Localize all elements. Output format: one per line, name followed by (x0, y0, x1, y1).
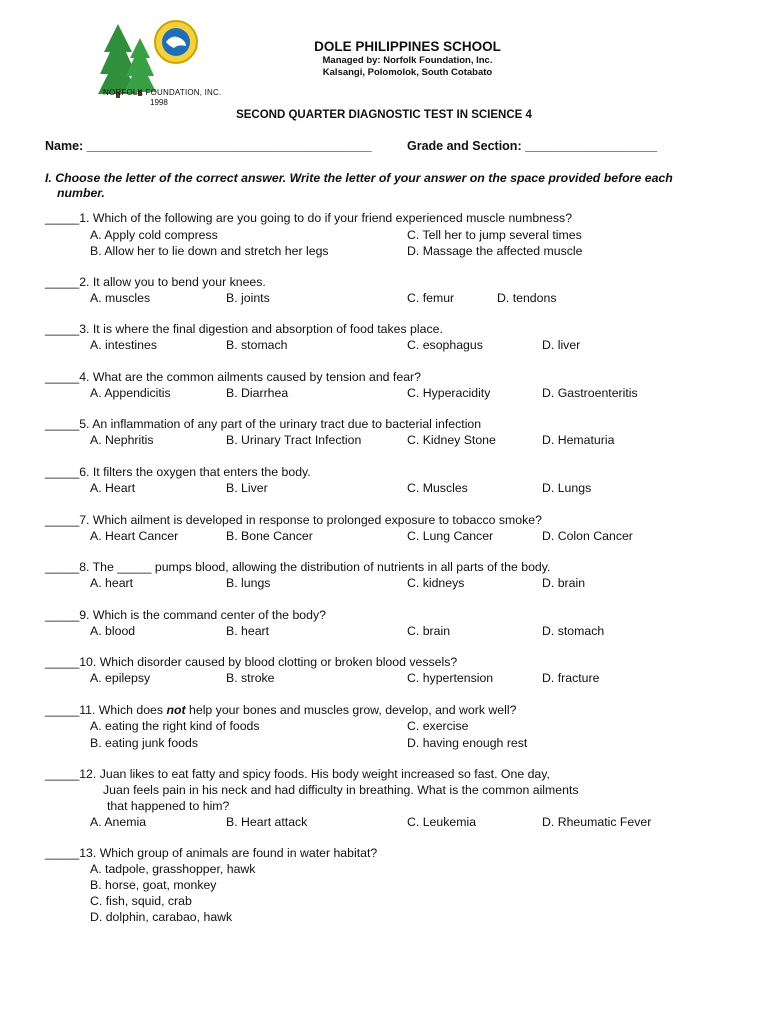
option: C. Kidney Stone (407, 433, 496, 447)
question-3: _____3. It is where the final digestion and absorption of food takes place. (45, 322, 443, 336)
option: B. stroke (226, 671, 275, 685)
option: C. Leukemia (407, 815, 477, 829)
question-5: _____5. An inflammation of any part of the urinary tract due to bacterial infection (45, 417, 482, 431)
option: B. Bone Cancer (226, 529, 313, 543)
option: D. Massage the affected muscle (407, 244, 583, 258)
name-field[interactable]: Name: _________________________________________ (45, 139, 372, 153)
option: B. heart (226, 624, 270, 638)
option: D. Lungs (542, 481, 592, 495)
logo-caption: NORFOLK FOUNDATION, INC. (103, 88, 222, 97)
option: A. heart (90, 576, 134, 590)
option: C. exercise (407, 719, 469, 733)
option: D. brain (542, 576, 586, 590)
option: A. muscles (90, 291, 151, 305)
option: D. Gastroenteritis (542, 386, 638, 400)
question-1: _____1. Which of the following are you going to do if your friend experienced muscle numbness? (45, 211, 573, 225)
option: D. dolphin, carabao, hawk (90, 910, 233, 924)
option: A. Anemia (90, 815, 147, 829)
question-8: _____8. The _____ pumps blood, allowing the distribution of nutrients in all parts of the body. (45, 560, 551, 574)
question-11 (45, 703, 516, 717)
option: B. horse, goat, monkey (90, 878, 217, 892)
option: C. kidneys (407, 576, 465, 590)
option: A. Nephritis (90, 433, 154, 447)
option: C. Muscles (407, 481, 468, 495)
option: B. Heart attack (226, 815, 308, 829)
grade-section-field[interactable]: Grade and Section: ___________________ (407, 139, 658, 153)
option: B. eating junk foods (90, 736, 199, 750)
option: B. Liver (226, 481, 268, 495)
option: B. lungs (226, 576, 271, 590)
option: A. Heart (90, 481, 136, 495)
option: C. Tell her to jump several times (407, 228, 582, 242)
question-13: _____13. Which group of animals are found in water habitat? (45, 846, 378, 860)
option: C. femur (407, 291, 455, 305)
option: B. stomach (226, 338, 288, 352)
option: A. tadpole, grasshopper, hawk (90, 862, 256, 876)
option: A. Heart Cancer (90, 529, 179, 543)
option: C. esophagus (407, 338, 483, 352)
option: D. having enough rest (407, 736, 528, 750)
question-11-pre: _____11. Which does (45, 703, 167, 717)
option: A. Apply cold compress (90, 228, 218, 242)
managed-by: Managed by: Norfolk Foundation, Inc. (322, 55, 493, 66)
question-10: _____10. Which disorder caused by blood clotting or broken blood vessels? (45, 655, 458, 669)
question-9: _____9. Which is the command center of the body? (45, 608, 326, 622)
question-11-post: help your bones and muscles grow, develop, and work well? (185, 703, 517, 717)
option: A. Appendicitis (90, 386, 171, 400)
question-4: _____4. What are the common ailments caused by tension and fear? (45, 370, 421, 384)
option: A. intestines (90, 338, 157, 352)
option: D. Hematuria (542, 433, 615, 447)
question-11-emphasis: not (166, 703, 186, 717)
logo-year: 1998 (150, 98, 168, 107)
instructions (45, 171, 685, 201)
question-12-line-2: Juan feels pain in his neck and had difficulty in breathing. What is the common ailments (103, 783, 579, 797)
instructions-text: I. Choose the letter of the correct answer. Write the letter of your answer on the space provided before each number. (45, 171, 673, 200)
school-address: Kalsangi, Polomolok, South Cotabato (322, 67, 493, 78)
option: D. fracture (542, 671, 600, 685)
question-12-line-3: that happened to him? (107, 799, 230, 813)
option: D. Colon Cancer (542, 529, 633, 543)
option: B. Allow her to lie down and stretch her legs (90, 244, 329, 258)
option: D. tendons (497, 291, 557, 305)
option: B. Urinary Tract Infection (226, 433, 362, 447)
option: C. Hyperacidity (407, 386, 491, 400)
option: D. stomach (542, 624, 605, 638)
option: D. liver (542, 338, 581, 352)
option: B. Diarrhea (226, 386, 289, 400)
option: D. Rheumatic Fever (542, 815, 652, 829)
option: A. eating the right kind of foods (90, 719, 260, 733)
question-6: _____6. It filters the oxygen that enters the body. (45, 465, 311, 479)
option: C. hypertension (407, 671, 494, 685)
option: C. brain (407, 624, 451, 638)
option: B. joints (226, 291, 270, 305)
school-name: DOLE PHILIPPINES SCHOOL (314, 39, 501, 54)
test-title: SECOND QUARTER DIAGNOSTIC TEST IN SCIENCE 4 (236, 109, 532, 121)
option: C. Lung Cancer (407, 529, 494, 543)
option: C. fish, squid, crab (90, 894, 192, 908)
question-12: _____12. Juan likes to eat fatty and spicy foods. His body weight increased so fast. One day, (45, 767, 550, 781)
option: A. blood (90, 624, 136, 638)
option: A. epilepsy (90, 671, 151, 685)
question-7: _____7. Which ailment is developed in response to prolonged exposure to tobacco smoke? (45, 513, 542, 527)
question-2: _____2. It allow you to bend your knees. (45, 275, 266, 289)
